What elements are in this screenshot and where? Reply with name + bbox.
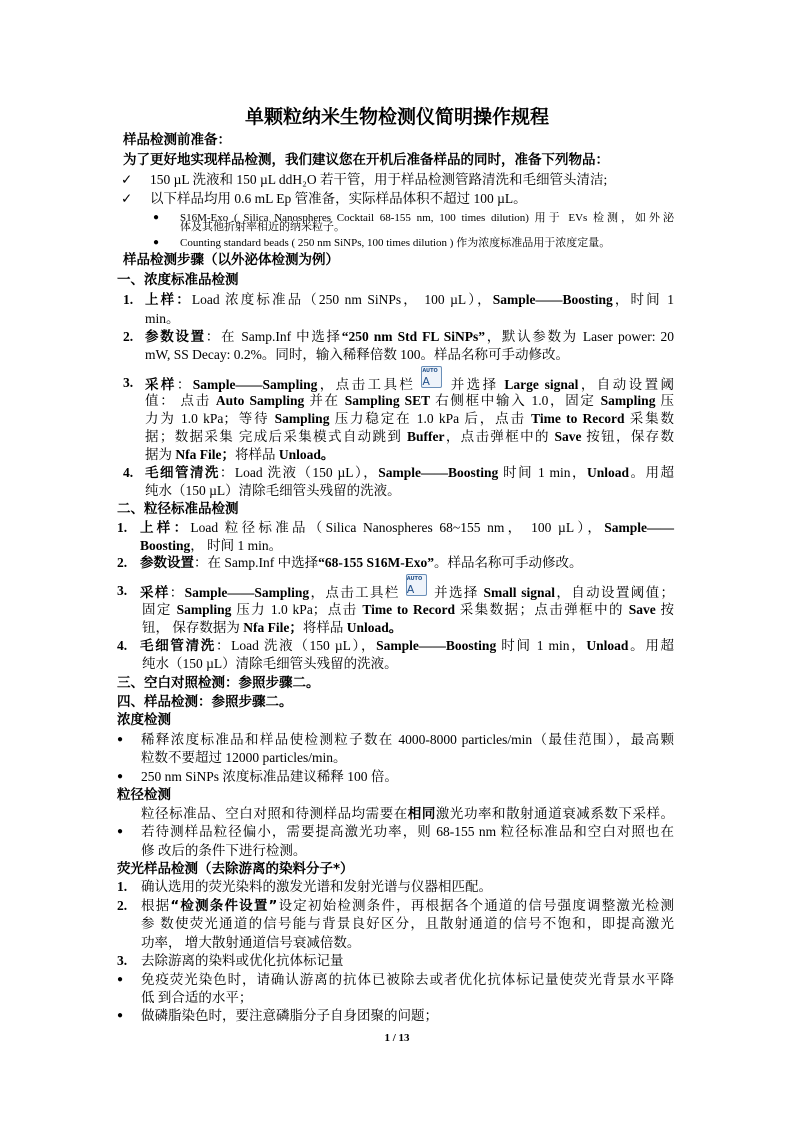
page-number: 1 / 13	[384, 1032, 410, 1044]
bold-text: Sampling	[600, 393, 656, 408]
bullet-icon: ●	[117, 826, 124, 837]
text-segment: 根据	[141, 898, 171, 913]
checkmark-icon: ✓	[121, 191, 133, 206]
text-segment: 粒径标准品、空白对照和待测样品均需要在	[141, 806, 408, 821]
text-segment: 去除游离的染料或优化抗体标记量	[141, 953, 344, 968]
text-segment: 固定	[142, 602, 177, 617]
list-number: 1.	[117, 879, 128, 894]
line-text	[142, 619, 402, 637]
line-text	[141, 768, 398, 786]
step-item-cont	[0, 392, 794, 410]
line-text	[123, 251, 339, 269]
step-item	[0, 291, 794, 309]
line-text	[145, 464, 674, 482]
numbered-item-cont	[0, 934, 794, 952]
text-segment: 三、空白对照检测：参照步骤二。	[117, 675, 320, 691]
checklist-item	[0, 171, 794, 189]
bullet-icon: ●	[153, 212, 160, 223]
paragraph	[0, 805, 794, 823]
bold-text: Sample——Sampling	[184, 585, 310, 600]
list-number: 1.	[117, 520, 128, 535]
line-text	[141, 749, 346, 767]
bold-text: 毛细管清洗	[140, 638, 216, 654]
text-segment: 二、粒径标准品检测	[117, 501, 239, 517]
text-segment: 为了更好地实现样品检测，我们建议您在开机后准备样品的同时，准备下列物品：	[123, 152, 609, 168]
text-segment: ：Load 洗液（150 µL），	[219, 465, 379, 480]
step-item	[0, 576, 794, 601]
text-segment: 值： 点击	[145, 393, 216, 408]
line-text	[145, 482, 401, 500]
text-segment: 。用超	[628, 638, 675, 653]
bullet-item	[0, 731, 794, 749]
bold-text: 上样：	[140, 520, 191, 536]
line-text	[141, 878, 492, 896]
bold-text: Sample——Boosting	[492, 292, 613, 307]
bullet-item	[0, 768, 794, 786]
text-segment: 压力 1.0 kPa；点击	[231, 602, 363, 617]
text-segment: ：Load 洗液（150 µL），	[215, 638, 377, 653]
bullet-item	[0, 234, 794, 252]
line-text	[123, 151, 609, 169]
step-item-cont	[0, 655, 794, 673]
line-text	[145, 310, 180, 328]
line-text	[117, 500, 239, 518]
bold-text: Time to Record	[531, 411, 625, 426]
text-segment: Counting standard beads ( 250 nm SiNPs, 100 times dilution ) 作为浓度标准品用于浓度定量。	[180, 237, 611, 249]
text-segment: 将样品	[302, 620, 347, 635]
text-segment: 设定初始检测条件，再根据各个通道的信号强度调整激光检测	[277, 898, 674, 913]
text-segment: 单颗粒纳米生物检测仪简明操作规程	[244, 106, 549, 128]
numbered-item	[0, 878, 794, 896]
bold-text: Small signal	[483, 585, 556, 600]
checkmark-icon: ✓	[121, 172, 133, 187]
line-text	[123, 131, 231, 149]
bold-text: Save	[628, 602, 656, 617]
document-title	[0, 104, 794, 130]
line-text	[117, 271, 239, 289]
line-text	[117, 674, 320, 692]
text-segment: Load 粒径标准品（Silica Nanospheres 68~155 nm， 100 µL），	[190, 520, 605, 535]
text-segment: 。用超	[629, 465, 675, 480]
text-segment: 并选择	[432, 585, 484, 600]
line-text	[145, 346, 569, 364]
line-text	[140, 519, 674, 537]
section-heading	[0, 271, 794, 289]
list-number: 4.	[117, 638, 128, 653]
bullet-item-cont	[0, 842, 794, 860]
text-segment: ，点击弹框中的	[444, 429, 555, 444]
text-segment: 荧光样品检测（去除游离的染料分子*）	[117, 861, 354, 877]
bold-text: Sample——Sampling	[192, 377, 318, 392]
text-segment: 纯水（150 µL）清除毛细管头残留的洗液。	[142, 656, 398, 671]
icon-caption: AUTO	[406, 576, 423, 582]
icon-glyph: A	[406, 583, 415, 596]
text-segment: ，点击工具栏	[317, 377, 416, 392]
text-segment: 据；数据采集 完成后采集模式自动跳到	[145, 429, 407, 444]
text-segment: 样品检测前准备：	[123, 132, 231, 148]
text-segment: 按钮，保存数	[581, 429, 675, 444]
bullet-item	[0, 823, 794, 841]
numbered-item-cont	[0, 915, 794, 933]
text-segment: 稀释浓度标准品和样品使检测粒子数在 4000-8000 particles/min（最佳范围），最高颗	[141, 732, 674, 747]
text-segment: ， 时间 1 min。	[190, 538, 283, 553]
text-segment: 免疫荧光染色时，请确认游离的抗体已被除去或者优化抗体标记量使荧光背景水平降	[141, 972, 674, 987]
bold-text: “检测条件设置”	[170, 898, 278, 914]
text-segment: ，时间 1	[612, 292, 674, 307]
text-segment: 功率， 增大散射通道信号衰减倍数。	[141, 935, 361, 950]
bold-text: Unload。	[278, 447, 335, 462]
step-item	[0, 637, 794, 655]
text-segment: 。样品名称可手动修改。	[434, 555, 583, 570]
subsection-heading	[0, 860, 794, 878]
text-segment: Load 浓度标准品（250 nm SiNPs， 100 µL），	[191, 292, 493, 307]
text-segment: ：	[176, 377, 193, 392]
bullet-item-cont	[0, 749, 794, 767]
section-heading	[0, 251, 794, 269]
line-text	[117, 693, 293, 711]
step-item-cont	[0, 619, 794, 637]
step-item	[0, 519, 794, 537]
step-item-cont	[0, 310, 794, 328]
subsection-heading	[0, 786, 794, 804]
bold-text: Sample——	[604, 520, 674, 535]
text-segment: 确认选用的荧光染料的激发光谱和发射光谱与仪器相匹配。	[141, 879, 492, 894]
bullet-icon: ●	[117, 771, 124, 782]
bullet-item-cont	[0, 989, 794, 1007]
text-segment: S16M-Exo ( Silica Nanospheres Cocktail 68-155 nm, 100 times dilution) 用于 EVs 检测，如外泌	[180, 212, 674, 224]
icon-caption: AUTO	[422, 368, 438, 374]
text-segment: 浓度检测	[117, 712, 171, 728]
bold-text: Large signal	[504, 377, 579, 392]
bold-text: Auto Sampling	[215, 393, 305, 408]
line-text	[180, 234, 610, 252]
list-number: 2.	[123, 329, 134, 344]
line-text	[145, 328, 674, 346]
text-segment: 采集数据；点击弹框中的	[454, 602, 629, 617]
step-item	[0, 328, 794, 346]
line-text	[145, 291, 674, 309]
auto-threshold-icon	[421, 366, 442, 388]
bold-text: Sampling SET	[344, 393, 431, 408]
bullet-item	[0, 1007, 794, 1025]
list-number: 1.	[123, 292, 134, 307]
list-number: 3.	[123, 375, 134, 390]
text-segment: 将样品	[235, 447, 279, 462]
text-segment: ，自动设置阈	[578, 377, 675, 392]
text-segment: 体及其他折射率相近的纳米粒子。	[180, 221, 345, 233]
bold-text: Unload。	[346, 620, 403, 635]
line-text	[140, 537, 282, 555]
line-text	[150, 190, 527, 208]
bold-text: Boosting	[140, 538, 191, 553]
list-number: 2.	[117, 555, 128, 570]
text-segment: mW, SS Decay: 0.2%。同时，输入稀释倍数 100。样品名称可手动修改。	[145, 347, 569, 362]
line-text	[145, 446, 334, 464]
text-segment: 粒径检测	[117, 787, 171, 803]
line-text	[245, 106, 549, 128]
line-text	[141, 805, 674, 823]
step-item-cont	[0, 537, 794, 555]
text-segment: 以下样品均用 0.6 mL Ep 管准备，实际样品体积不超过 100 µL。	[150, 191, 527, 206]
text-segment: 时间 1 min，	[496, 638, 587, 653]
step-item	[0, 464, 794, 482]
section-heading	[0, 151, 794, 169]
bold-text: Save	[554, 429, 582, 444]
text-segment: 激光功率和散射通道衰减系数下采样。	[435, 806, 675, 821]
text-segment: min。	[145, 311, 180, 326]
line-text	[141, 952, 344, 970]
list-number: 2.	[117, 898, 128, 913]
bold-text: Nfa File；	[175, 447, 235, 462]
line-text	[145, 428, 674, 446]
line-text	[141, 842, 306, 860]
section-heading	[0, 674, 794, 692]
text-segment: 纯水（150 µL）清除毛细管头残留的洗液。	[145, 483, 401, 498]
numbered-item	[0, 897, 794, 915]
bullet-icon: ●	[117, 974, 124, 985]
text-segment: ，点击工具栏	[309, 585, 400, 600]
text-segment: ：在 Samp.Inf 中选择	[205, 329, 342, 344]
bold-text: Sample——Boosting	[378, 465, 499, 480]
section-heading	[0, 131, 794, 149]
bold-text: Sample——Boosting	[376, 638, 497, 653]
text-segment: 修 改后的条件下进行检测。	[141, 843, 307, 858]
text-segment: 做磷脂染色时，要注意磷脂分子自身团聚的问题；	[141, 1008, 438, 1023]
list-number: 3.	[117, 953, 128, 968]
bullet-item	[0, 971, 794, 989]
numbered-item	[0, 952, 794, 970]
bold-text: Unload	[587, 465, 630, 480]
text-segment: 一、浓度标准品检测	[117, 272, 239, 288]
icon-glyph: A	[422, 375, 430, 388]
bold-text: “250 nm Std FL SiNPs”	[341, 329, 486, 344]
text-segment: 压力稳定在 1.0 kPa 后，点击	[329, 411, 532, 426]
bold-text: 采样	[145, 377, 177, 393]
section-heading	[0, 500, 794, 518]
text-segment: 并在	[304, 393, 345, 408]
text-segment: ，自动设置阈值；	[555, 585, 675, 600]
line-text	[117, 711, 171, 729]
bold-text: 上样：	[145, 292, 192, 308]
line-text	[117, 786, 171, 804]
bold-text: 相同	[407, 806, 436, 822]
line-text	[141, 989, 252, 1007]
step-item	[0, 368, 794, 393]
subsection-heading	[0, 711, 794, 729]
step-item-cont	[0, 601, 794, 619]
line-text	[141, 823, 674, 841]
bold-text: 参数设置	[145, 329, 206, 345]
step-item-cont	[0, 446, 794, 464]
line-text	[141, 934, 360, 952]
text-segment: 参 数使荧光通道的信号能与背景良好区分，且散射通道的信号不饱和，即提高激光	[141, 916, 674, 931]
text-segment: 力为 1.0 kPa；等待	[145, 411, 275, 426]
line-text	[140, 554, 583, 572]
line-text	[145, 392, 674, 410]
text-segment: 右侧框中输入 1.0，固定	[430, 393, 601, 408]
text-segment: 按	[655, 602, 675, 617]
text-segment: 四、样品检测：参照步骤二。	[117, 694, 293, 710]
text-segment: 压	[655, 393, 675, 408]
line-text	[141, 1007, 438, 1025]
text-segment: 若待测样品粒径偏小，需要提高激光功率，则 68-155 nm 粒径标准品和空白对照也在	[141, 824, 674, 839]
text-segment: 低 到合适的水平；	[141, 990, 253, 1005]
text-segment: ：	[169, 585, 185, 600]
bold-text: Nfa File；	[243, 620, 303, 635]
bold-text: “68-155 S16M-Exo”	[318, 555, 434, 570]
text-segment: 粒数不要超过 12000 particles/min。	[141, 750, 347, 765]
text-segment: 150 µL 洗液和 150 µL ddH₂O 若干管，用于样品检测管路清洗和毛细管头清洁;	[150, 172, 608, 187]
step-item-cont	[0, 410, 794, 428]
text-segment: 时间 1 min，	[498, 465, 588, 480]
list-number: 4.	[123, 465, 134, 480]
bullet-icon: ●	[117, 1010, 124, 1021]
list-number: 3.	[117, 583, 128, 598]
text-segment: 样品检测步骤（以外泌体检测为例）	[123, 252, 339, 268]
text-segment: ：在 Samp.Inf 中选择	[194, 555, 319, 570]
bullet-icon: ●	[153, 237, 160, 248]
line-text	[145, 410, 674, 428]
line-text	[117, 860, 354, 878]
step-item-cont	[0, 428, 794, 446]
line-text	[142, 655, 398, 673]
text-segment: ，默认参数为 Laser power: 20	[485, 329, 675, 344]
bold-text: Sampling	[176, 602, 232, 617]
bold-text: 毛细管清洗	[145, 465, 220, 481]
bullet-icon: ●	[117, 734, 124, 745]
line-text	[140, 637, 674, 655]
line-text	[141, 731, 674, 749]
bold-text: 采样	[140, 585, 170, 601]
text-segment: 250 nm SiNPs 浓度标准品建议稀释 100 倍。	[141, 769, 398, 784]
section-heading	[0, 693, 794, 711]
line-text	[140, 576, 675, 601]
text-segment: 采集数	[624, 411, 675, 426]
bold-text: 参数设置	[140, 555, 194, 571]
bold-text: Unload	[586, 638, 629, 653]
line-text	[141, 971, 674, 989]
step-item	[0, 554, 794, 572]
text-segment: 钮， 保存数据为	[142, 620, 244, 635]
line-text	[150, 171, 607, 189]
line-text	[142, 601, 674, 619]
line-text	[141, 915, 674, 933]
auto-threshold-icon	[406, 574, 427, 596]
line-text	[141, 897, 674, 915]
text-segment: 据为	[145, 447, 176, 462]
step-item-cont	[0, 482, 794, 500]
line-text	[145, 368, 675, 393]
checklist-item	[0, 190, 794, 208]
page-footer	[0, 1029, 794, 1047]
bold-text: Buffer	[406, 429, 445, 444]
bold-text: Time to Record	[362, 602, 455, 617]
text-segment: 并选择	[448, 377, 505, 392]
step-item-cont	[0, 346, 794, 364]
bold-text: Sampling	[274, 411, 330, 426]
